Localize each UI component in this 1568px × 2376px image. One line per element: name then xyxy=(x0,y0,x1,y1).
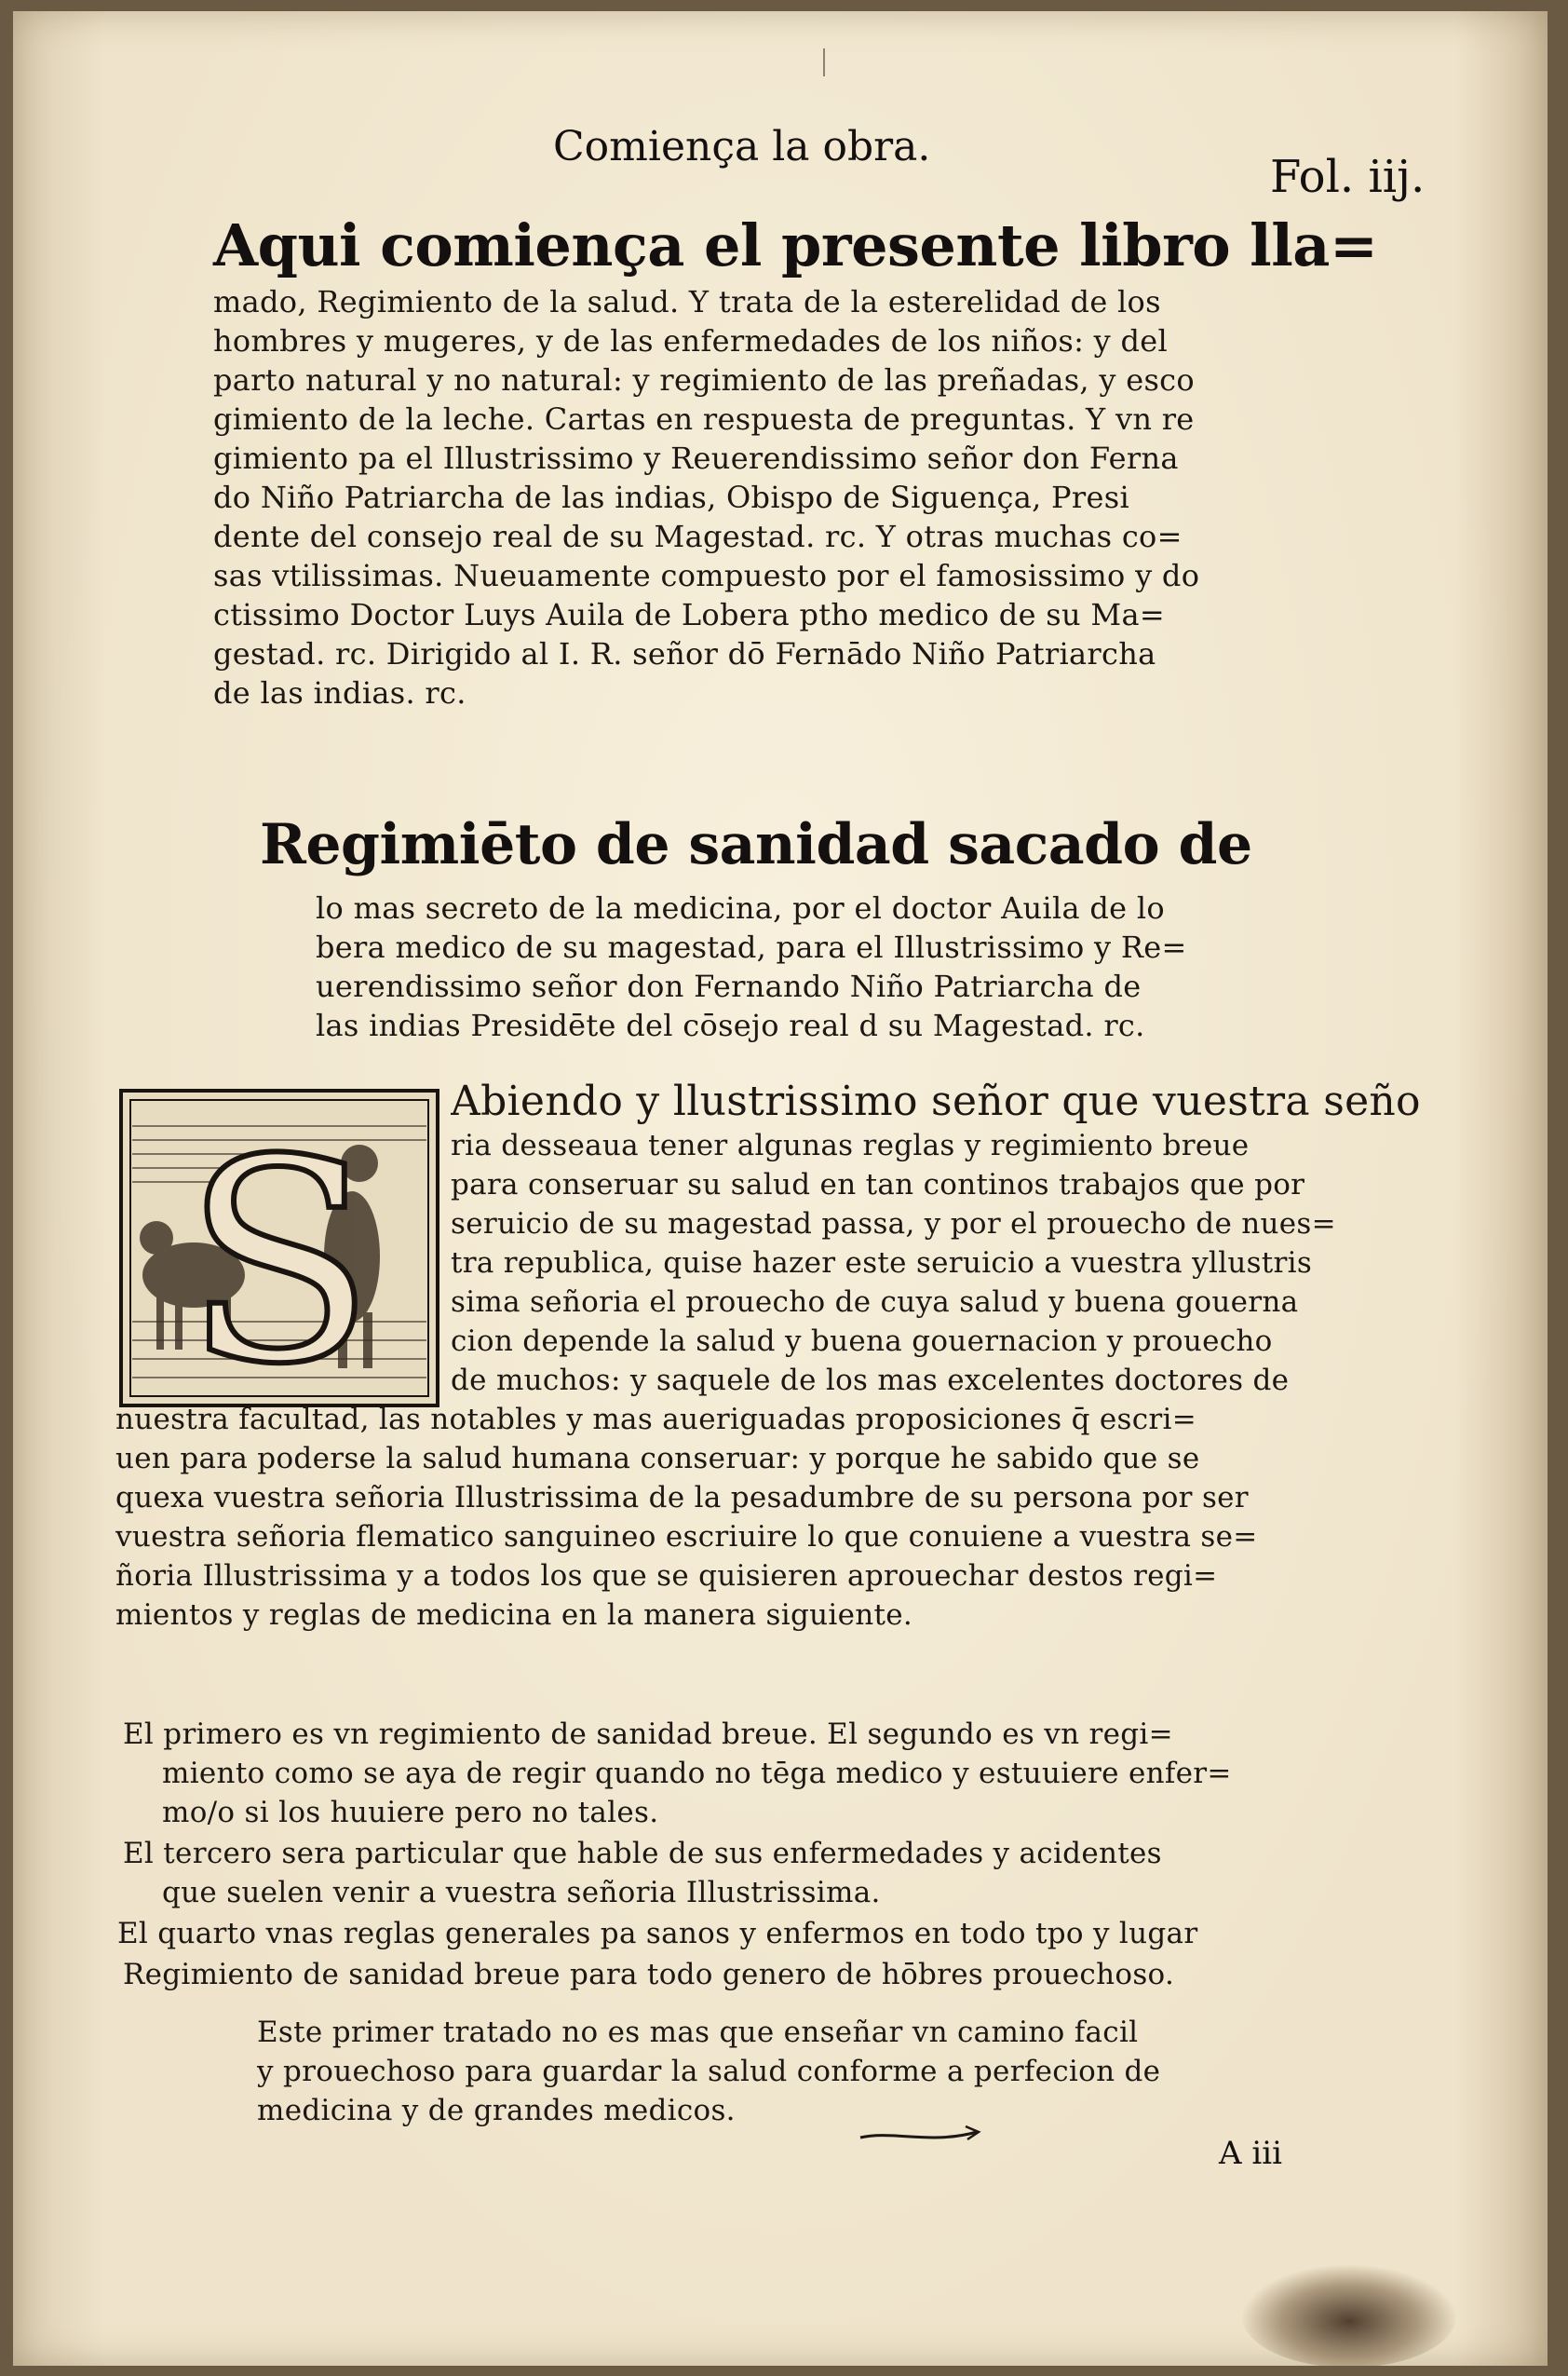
text-line: miento como se aya de regir quando no tēga medico y estuuiere enfer= xyxy=(162,1757,1232,1790)
text-line: para conseruar su salud en tan continos trabajos que por xyxy=(451,1168,1305,1202)
text-line: ria desseaua tener algunas reglas y regimiento breue xyxy=(451,1129,1250,1162)
text-line: uerendissimo señor don Fernando Niño Patriarcha de xyxy=(316,969,1142,1004)
text-line: Abiendo y llustrissimo señor que vuestra seño xyxy=(451,1079,1421,1124)
margin-mark xyxy=(823,48,825,76)
text-line: Este primer tratado no es mas que enseñar vn camino facil xyxy=(257,2016,1139,2049)
text-line: seruicio de su magestad passa, y por el prouecho de nues= xyxy=(451,1207,1336,1241)
text-line: mo/o si los huuiere pero no tales. xyxy=(162,1796,659,1829)
text-line: dente del consejo real de su Magestad. rc. Y otras muchas co= xyxy=(213,519,1183,554)
text-line: El quarto vnas reglas generales pa sanos y enfermos en todo tpo y lugar xyxy=(117,1917,1198,1950)
section-heading: Regimiēto de sanidad sacado de xyxy=(260,812,1252,877)
line-flourish xyxy=(856,2121,986,2149)
text-line: El primero es vn regimiento de sanidad breue. El segundo es vn regi= xyxy=(123,1718,1173,1751)
text-line: sas vtilissimas. Nueuamente compuesto por el famosissimo y do xyxy=(213,558,1200,593)
text-line: lo mas secreto de la medicina, por el doctor Auila de lo xyxy=(316,890,1165,926)
text-line: que suelen venir a vuestra señoria Illustrissima. xyxy=(162,1876,881,1909)
text-line: parto natural y no natural: y regimiento de las preñadas, y esco xyxy=(213,362,1195,398)
book-page xyxy=(13,11,1548,2366)
title-heading: Aqui comiença el presente libro lla= xyxy=(213,211,1378,279)
text-line: Regimiento de sanidad breue para todo genero de hōbres prouechoso. xyxy=(123,1958,1175,1991)
text-line: las indias Presidēte del cōsejo real d su Magestad. rc. xyxy=(316,1008,1145,1043)
woodcut-initial xyxy=(119,1089,439,1407)
text-line: do Niño Patriarcha de las indias, Obispo de Siguença, Presi xyxy=(213,480,1129,515)
text-line: bera medico de su magestad, para el Illustrissimo y Re= xyxy=(316,930,1187,965)
text-line: hombres y mugeres, y de las enfermedades de los niños: y del xyxy=(213,323,1169,359)
paper-stain xyxy=(1242,2265,1456,2366)
text-line: sima señoria el prouecho de cuya salud y buena gouerna xyxy=(451,1285,1299,1319)
text-line: El tercero sera particular que hable de sus enfermedades y acidentes xyxy=(123,1837,1162,1870)
text-line: mado, Regimiento de la salud. Y trata de la esterelidad de los xyxy=(213,284,1161,319)
folio-number: Fol. iij. xyxy=(1270,151,1426,203)
text-line: uen para poderse la salud humana conseruar: y porque he sabido que se xyxy=(115,1442,1200,1475)
text-line: quexa vuestra señoria Illustrissima de la pesadumbre de su persona por ser xyxy=(115,1481,1249,1514)
text-line: y prouechoso para guardar la salud conforme a perfecion de xyxy=(257,2055,1161,2088)
text-line: gimiento de la leche. Cartas en respuesta de preguntas. Y vn re xyxy=(213,401,1195,437)
text-line: gimiento pa el Illustrissimo y Reuerendissimo señor don Ferna xyxy=(213,441,1179,476)
drop-cap-letter: S xyxy=(183,1100,375,1407)
text-line: ctissimo Doctor Luys Auila de Lobera ptho medico de su Ma= xyxy=(213,597,1165,632)
text-line: nuestra facultad, las notables y mas aueriguadas proposiciones q̄ escri= xyxy=(115,1403,1196,1436)
text-line: vuestra señoria flematico sanguineo escriuire lo que conuiene a vuestra se= xyxy=(115,1520,1258,1554)
text-line: medicina y de grandes medicos. xyxy=(257,2094,736,2127)
text-line: de las indias. rc. xyxy=(213,675,466,711)
text-line: gestad. rc. Dirigido al I. R. señor dō Fernādo Niño Patriarcha xyxy=(213,636,1156,672)
text-line: ñoria Illustrissima y a todos los que se quisieren aprouechar destos regi= xyxy=(115,1559,1218,1593)
text-line: tra republica, quise hazer este seruicio a vuestra yllustris xyxy=(451,1246,1313,1280)
text-line: cion depende la salud y buena gouernacion y prouecho xyxy=(451,1324,1273,1358)
text-line: de muchos: y saquele de los mas excelentes doctores de xyxy=(451,1364,1290,1397)
signature-mark: A iii xyxy=(1219,2135,1282,2172)
running-head: Comiença la obra. xyxy=(553,123,931,170)
text-line: mientos y reglas de medicina en la manera siguiente. xyxy=(115,1598,913,1632)
